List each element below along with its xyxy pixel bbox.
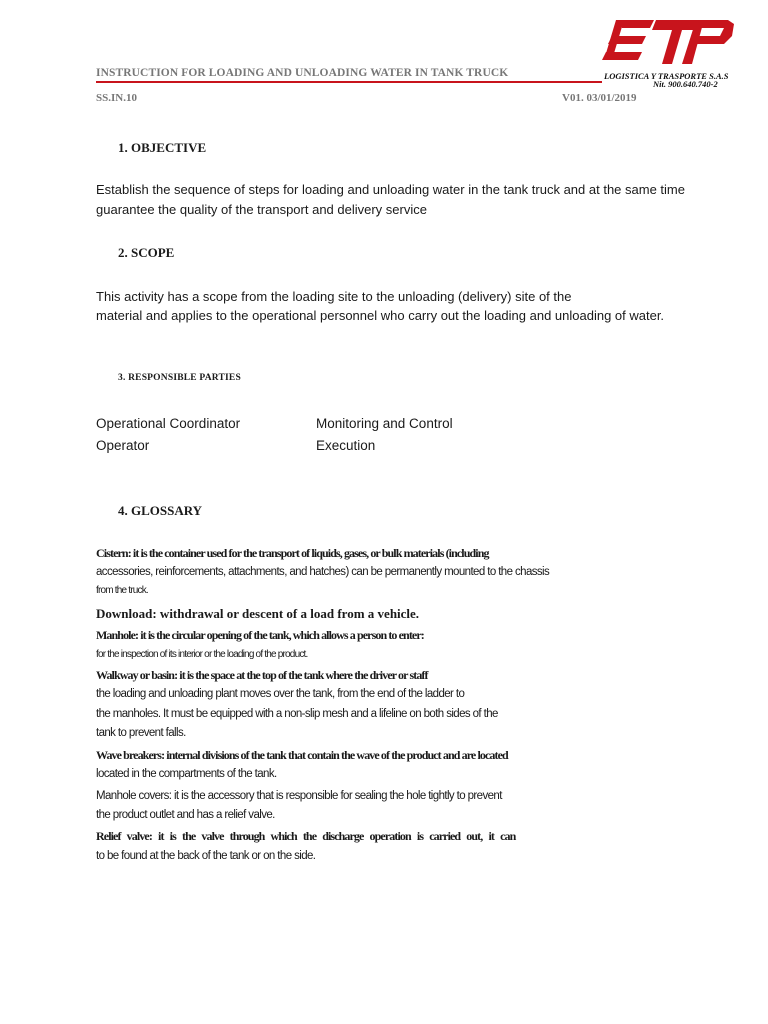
responsible-role: Operator <box>96 438 150 453</box>
logo-company: LOGISTICA Y TRASPORTE S.A.S <box>604 71 729 81</box>
responsible-role: Operational Coordinator <box>96 416 241 431</box>
glossary-line: the loading and unloading plant moves over the tank, from the end of the ladder to <box>96 688 465 700</box>
glossary-line: Walkway or basin: it is the space at the top of the tank where the driver or staff <box>96 668 428 682</box>
glossary-heading: 4. GLOSSARY <box>118 503 203 518</box>
glossary-line: from the truck. <box>96 585 148 596</box>
glossary-line: Cistern: it is the container used for the transport of liquids, gases, or bulk materials (including <box>96 546 489 560</box>
glossary-line: the product outlet and has a relief valve. <box>96 809 275 821</box>
logo-nit: Nit. 900.640.740-2 <box>653 79 718 89</box>
scope-line: This activity has a scope from the loading site to the unloading (delivery) site of the <box>96 289 572 304</box>
glossary-line: the manholes. It must be equipped with a non-slip mesh and a lifeline on both sides of the <box>96 708 498 720</box>
responsible-duty: Monitoring and Control <box>316 416 453 431</box>
glossary-line: Manhole covers: it is the accessory that is responsible for sealing the hole tightly to prevent <box>96 790 502 802</box>
glossary-line: to be found at the back of the tank or on the side. <box>96 850 316 862</box>
scope-line: material and applies to the operational personnel who carry out the loading and unloading of water. <box>96 308 665 323</box>
glossary-line: Download: withdrawal or descent of a load from a vehicle. <box>96 606 420 621</box>
glossary-line: Manhole: it is the circular opening of the tank, which allows a person to enter: <box>96 628 424 642</box>
glossary-line: for the inspection of its interior or the loading of the product. <box>96 649 308 660</box>
document-code: SS.IN.10 <box>96 92 137 104</box>
objective-line: Establish the sequence of steps for loading and unloading water in the tank truck and at the same time <box>96 182 685 197</box>
document-version-date: V01. 03/01/2019 <box>562 92 637 104</box>
document-title: INSTRUCTION FOR LOADING AND UNLOADING WATER IN TANK TRUCK <box>96 67 509 79</box>
scope-heading: 2. SCOPE <box>118 245 175 260</box>
header-rule <box>96 81 602 83</box>
objective-line: guarantee the quality of the transport and delivery service <box>96 202 427 217</box>
glossary-line: Wave breakers: internal divisions of the tank that contain the wave of the product and are located <box>96 748 508 762</box>
responsible-duty: Execution <box>316 438 376 453</box>
glossary-line: located in the compartments of the tank. <box>96 768 277 780</box>
objective-heading: 1. OBJECTIVE <box>118 140 207 155</box>
glossary-line: Relief valve: it is the valve through which the discharge operation is carried out, it can <box>96 829 516 843</box>
glossary-line: accessories, reinforcements, attachments, and hatches) can be permanently mounted to the chassis <box>96 566 550 578</box>
responsible-heading: 3. RESPONSIBLE PARTIES <box>118 373 241 383</box>
glossary-line: tank to prevent falls. <box>96 727 186 739</box>
